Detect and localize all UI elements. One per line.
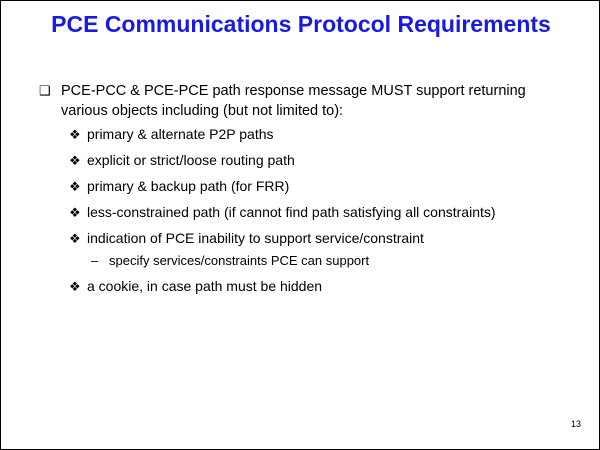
bullet-group-level2 (35, 125, 575, 296)
diamond-bullet-icon: ❖ (69, 153, 81, 168)
bullet-text: specify services/constraints PCE can support (109, 253, 370, 268)
dash-bullet-icon: – (91, 253, 99, 268)
diamond-bullet-icon: ❖ (69, 205, 81, 220)
square-bullet-icon: ❑ (39, 83, 51, 98)
diamond-bullet-icon: ❖ (69, 279, 81, 294)
bullet-text: indication of PCE inability to support service/constraint (87, 230, 424, 246)
bullet-group-level3 (69, 252, 575, 270)
bullet-item-level2 (69, 125, 575, 144)
bullet-item-level2 (69, 177, 575, 196)
diamond-bullet-icon: ❖ (69, 179, 81, 194)
bullet-text: PCE-PCC & PCE-PCE path response message MUST support returning various objects including (but not limited to): (61, 83, 526, 119)
bullet-item-level1 (35, 81, 575, 121)
bullet-item-level2 (69, 203, 575, 222)
diamond-bullet-icon: ❖ (69, 127, 81, 142)
bullet-item-level2 (69, 277, 575, 296)
bullet-text: explicit or strict/loose routing path (87, 152, 295, 168)
bullet-item-level3 (91, 252, 575, 270)
bullet-text: a cookie, in case path must be hidden (87, 278, 323, 294)
slide-body (35, 81, 575, 303)
diamond-bullet-icon: ❖ (69, 231, 81, 246)
bullet-item-level2 (69, 229, 575, 248)
page-number: 13 (570, 419, 581, 429)
page-title: PCE Communications Protocol Requirements (51, 11, 551, 37)
bullet-item-level2 (69, 151, 575, 170)
bullet-text: less-constrained path (if cannot find path satisfying all constraints) (87, 204, 496, 220)
bullet-text: primary & alternate P2P paths (87, 126, 274, 142)
bullet-text: primary & backup path (for FRR) (87, 178, 290, 194)
